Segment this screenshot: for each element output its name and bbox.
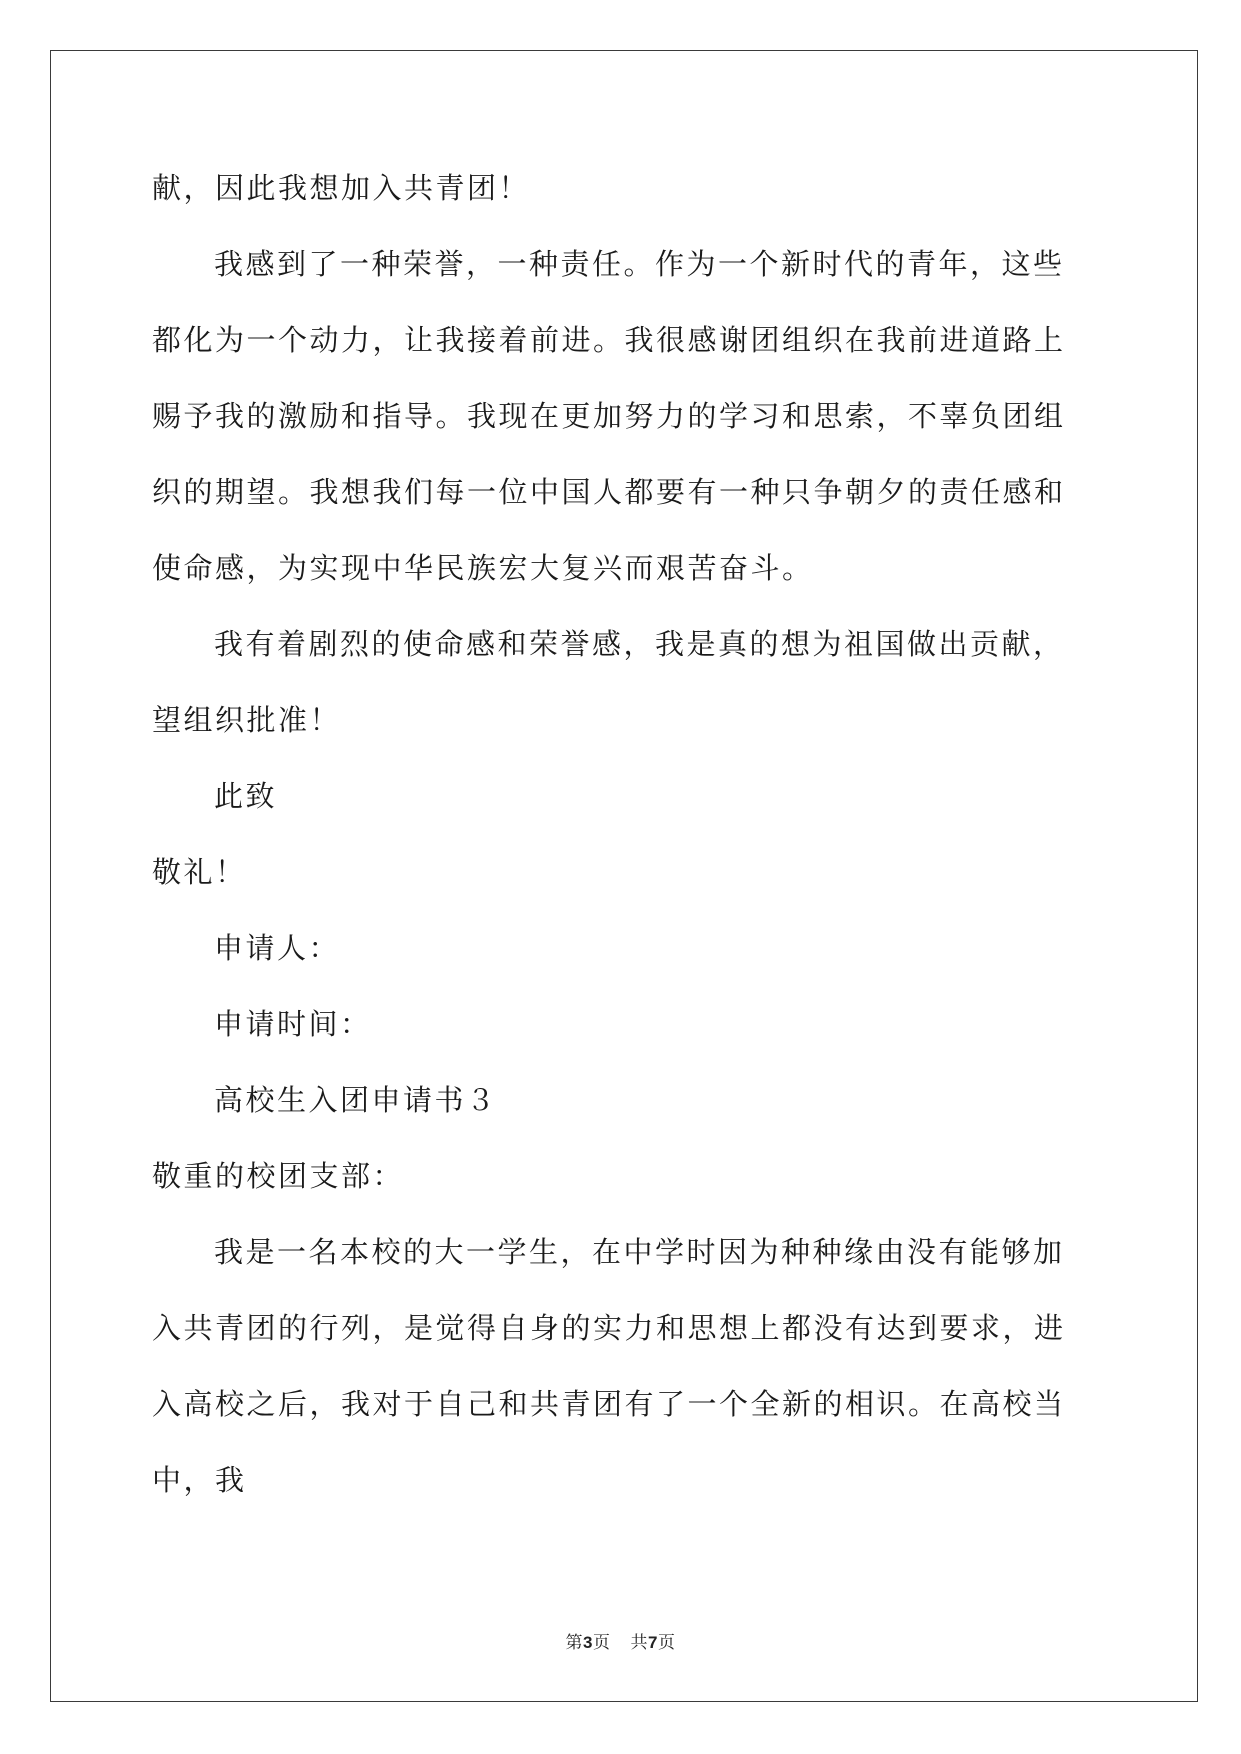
current-page-number: 3 — [583, 1633, 593, 1652]
total-suffix: 页 — [657, 1633, 676, 1653]
page-footer — [0, 1628, 1241, 1653]
paragraph: 献，因此我想加入共青团！ — [152, 171, 531, 205]
paragraph: 我是一名本校的大一学生，在中学时因为种种缘由没有能够加入共青团的行列，是觉得自身的实力和思想上都没有达到要求，进入高校之后，我对于自己和共青团有了一个全新的相识。在高校当中，我 — [152, 1235, 1066, 1497]
document-body — [152, 150, 1082, 1518]
section-title: 高校生入团申请书３ — [214, 1083, 498, 1117]
closing-respect: 敬礼！ — [152, 855, 247, 889]
application-date-label: 申请时间： — [214, 1007, 372, 1041]
paragraph: 我有着剧烈的使命感和荣誉感，我是真的想为祖国做出贡献，望组织批准！ — [152, 627, 1065, 737]
page-prefix: 第 — [565, 1633, 584, 1653]
closing-salutation: 此致 — [214, 779, 278, 813]
greeting: 敬重的校团支部： — [152, 1159, 405, 1193]
total-pages-number: 7 — [648, 1633, 658, 1652]
paragraph: 我感到了一种荣誉，一种责任。作为一个新时代的青年，这些都化为一个动力，让我接着前进。我很感谢团组织在我前进道路上赐予我的激励和指导。我现在更加努力的学习和思索，不辜负团组织的期望。我想我们每一位中国人都要有一种只争朝夕的责任感和使命感，为实现中华民族宏大复兴而艰苦奋斗。 — [152, 247, 1066, 585]
page-suffix: 页 — [593, 1633, 611, 1653]
total-prefix: 共 — [630, 1633, 648, 1653]
applicant-label: 申请人： — [214, 931, 341, 965]
